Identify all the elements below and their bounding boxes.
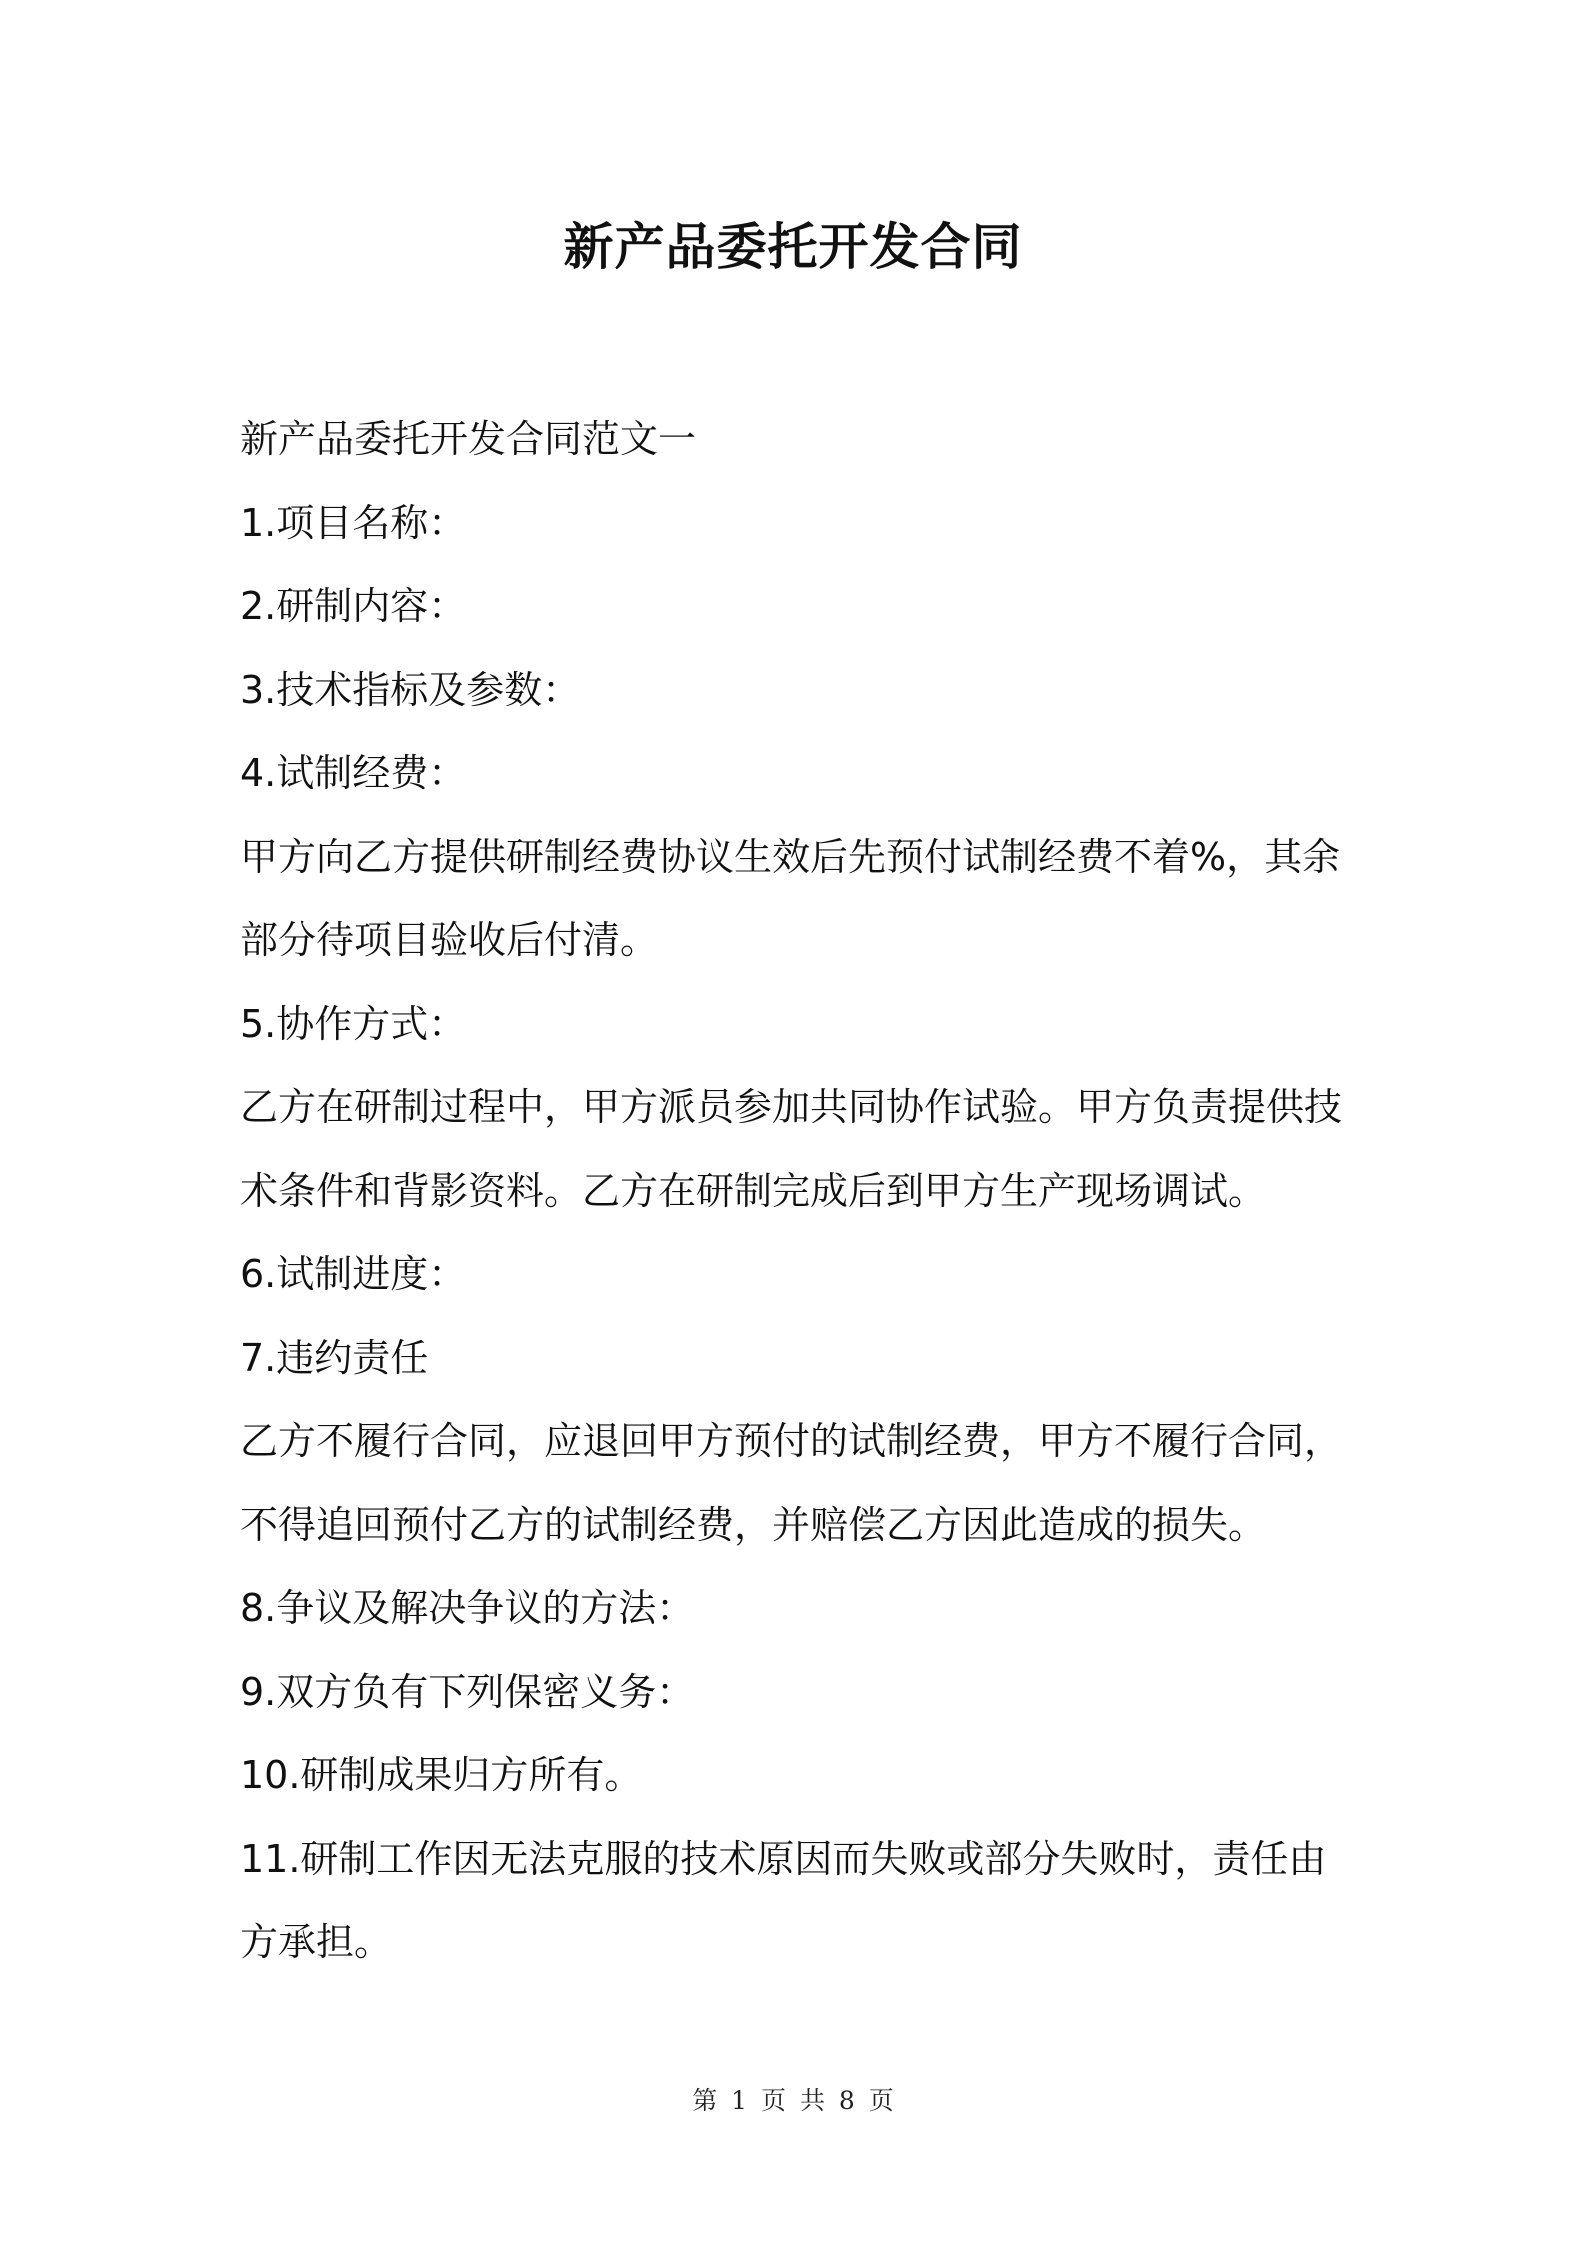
paragraph-item-9: 9.双方负有下列保密义务： xyxy=(240,1669,695,1714)
page-number-footer: 第 1 页 共 8 页 xyxy=(692,2086,894,2115)
paragraph-item-7: 7.违约责任 xyxy=(240,1335,429,1380)
document-body xyxy=(240,398,1360,1985)
paragraph-item-11: 11.研制工作因无法克服的技术原因而失败或部分失败时，责任由方承担。 xyxy=(240,1836,1327,1964)
paragraph-item-10: 10.研制成果归方所有。 xyxy=(240,1753,643,1797)
paragraph-cooperation-text: 乙方在研制过程中，甲方派员参加共同协作试验。甲方负责提供技术条件和背影资料。乙方在研制完成后到甲方生产现场调试。 xyxy=(240,1085,1343,1213)
paragraph-item-2: 2.研制内容： xyxy=(240,584,467,628)
paragraph-item-3: 3.技术指标及参数： xyxy=(240,667,581,712)
paragraph-item-5: 5.协作方式： xyxy=(240,1001,467,1046)
paragraph-item-6: 6.试制进度： xyxy=(240,1252,467,1296)
paragraph-item-1: 1.项目名称： xyxy=(240,500,467,545)
paragraph-item-4: 4.试制经费： xyxy=(240,751,467,795)
document-title: 新产品委托开发合同 xyxy=(563,218,1023,276)
paragraph-liability-text: 乙方不履行合同，应退回甲方预付的试制经费，甲方不履行合同，不得追回预付乙方的试制经费，并赔偿乙方因此造成的损失。 xyxy=(240,1419,1343,1547)
paragraph-item-8: 8.争议及解决争议的方法： xyxy=(240,1586,695,1630)
paragraph-heading: 新产品委托开发合同范文一 xyxy=(240,417,697,461)
paragraph-funding-text: 甲方向乙方提供研制经费协议生效后先预付试制经费不着%，其余部分待项目验收后付清。 xyxy=(240,834,1341,962)
